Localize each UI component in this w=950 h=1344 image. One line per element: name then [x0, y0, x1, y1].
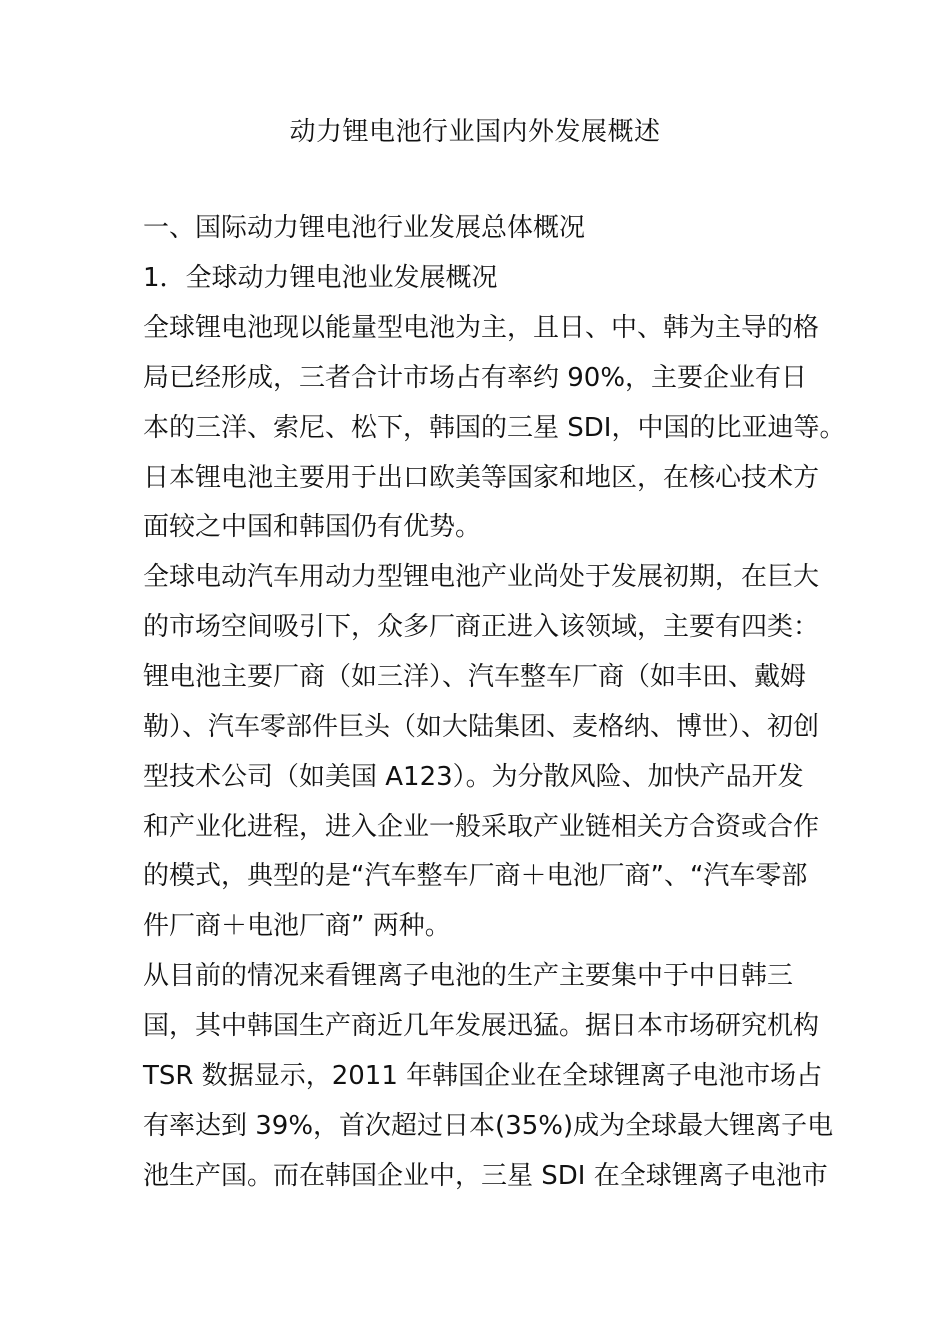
body-text-line: 全球锂电池现以能量型电池为主，且日、中、韩为主导的格	[143, 313, 820, 343]
body-text-line: 全球电动汽车用动力型锂电池产业尚处于发展初期，在巨大	[143, 562, 820, 592]
document-title: 动力锂电池行业国内外发展概述	[289, 117, 661, 147]
body-text-line: 的市场空间吸引下，众多厂商正进入该领域，主要有四类：	[143, 612, 820, 642]
body-text-line: TSR 数据显示，2011 年韩国企业在全球锂离子电池市场占	[143, 1061, 823, 1091]
body-text-line: 面较之中国和韩国仍有优势。	[143, 512, 482, 542]
body-text-line: 局已经形成，三者合计市场占有率约 90%，主要企业有日	[143, 363, 808, 393]
body-text-line: 国，其中韩国生产商近几年发展迅猛。据日本市场研究机构	[143, 1011, 820, 1041]
body-text-line: 池生产国。而在韩国企业中，三星 SDI 在全球锂离子电池市	[143, 1161, 828, 1191]
body-text-line: 的模式，典型的是“汽车整车厂商＋电池厂商”、“汽车零部	[143, 861, 808, 891]
body-text-line: 件厂商＋电池厂商” 两种。	[143, 911, 451, 941]
body-text-line: 锂电池主要厂商（如三洋）、汽车整车厂商（如丰田、戴姆	[143, 662, 807, 692]
body-text-line: 勒）、汽车零部件巨头（如大陆集团、麦格纳、博世）、初创	[143, 712, 820, 742]
body-text-line: 本的三洋、索尼、松下，韩国的三星 SDI，中国的比亚迪等。	[143, 413, 846, 443]
section-heading: 一、国际动力锂电池行业发展总体概况	[143, 213, 586, 243]
body-text-line: 有率达到 39%，首次超过日本(35%)成为全球最大锂离子电	[143, 1111, 834, 1141]
body-text-line: 型技术公司（如美国 A123）。为分散风险、加快产品开发	[143, 762, 804, 792]
body-text-line: 从目前的情况来看锂离子电池的生产主要集中于中日韩三	[143, 961, 794, 991]
body-text-line: 日本锂电池主要用于出口欧美等国家和地区，在核心技术方	[143, 463, 820, 493]
subsection-heading: 1．全球动力锂电池业发展概况	[143, 263, 498, 293]
body-text-line: 和产业化进程，进入企业一般采取产业链相关方合资或合作	[143, 812, 820, 842]
